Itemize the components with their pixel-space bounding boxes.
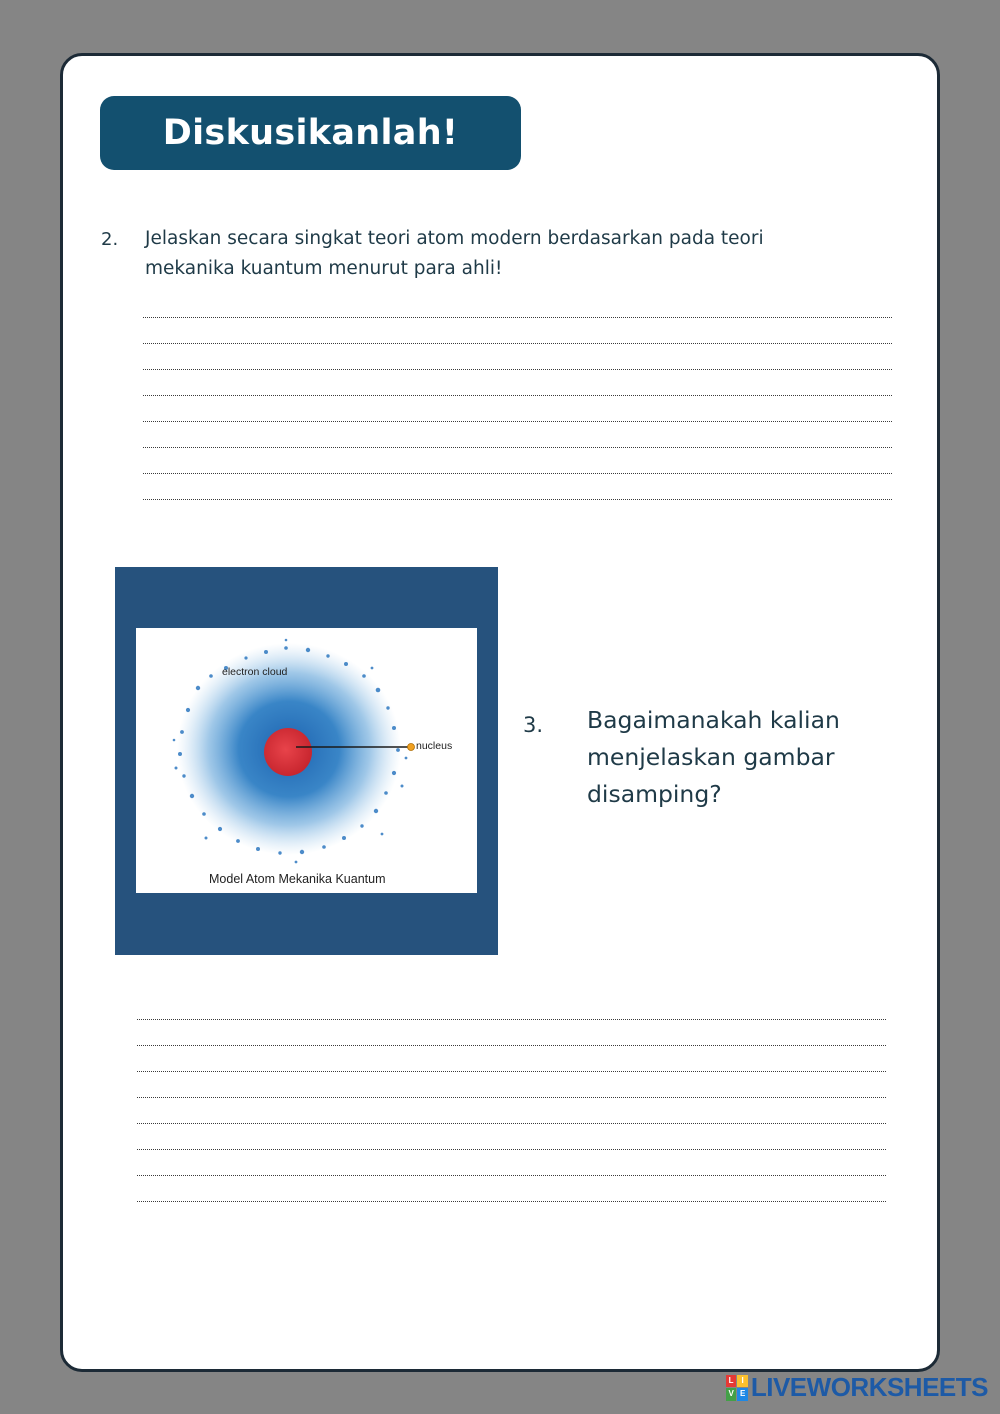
question-2-line-1: Jelaskan secara singkat teori atom modern berdasarkan pada teori xyxy=(145,228,764,249)
figure-caption: Model Atom Mekanika Kuantum xyxy=(209,872,386,886)
answer-line[interactable] xyxy=(143,343,892,344)
answer-line[interactable] xyxy=(137,1175,886,1176)
electron-cloud-label: electron cloud xyxy=(222,666,288,678)
atom-model-figure xyxy=(136,628,477,893)
liveworksheets-watermark xyxy=(726,1372,988,1403)
logo-letter: V xyxy=(726,1388,737,1401)
question-3-line-3: disamping? xyxy=(587,780,722,808)
nucleus-label: nucleus xyxy=(416,740,453,752)
atom-model-illustration xyxy=(136,628,477,893)
answer-line[interactable] xyxy=(143,473,892,474)
question-2-line-2: mekanika kuantum menurut para ahli! xyxy=(145,258,503,279)
answer-line[interactable] xyxy=(137,1097,886,1098)
answer-line[interactable] xyxy=(137,1149,886,1150)
nucleus-shape xyxy=(264,728,312,776)
answer-line[interactable] xyxy=(143,447,892,448)
answer-line[interactable] xyxy=(137,1071,886,1072)
question-2-number: 2. xyxy=(101,229,119,250)
logo-letter: L xyxy=(726,1375,737,1388)
answer-line[interactable] xyxy=(143,421,892,422)
logo-letter: I xyxy=(737,1375,748,1388)
question-3-number: 3. xyxy=(523,713,544,737)
logo-letter: E xyxy=(737,1388,748,1401)
page-title: Diskusikanlah! xyxy=(162,113,459,153)
nucleus-pointer-dot xyxy=(408,744,415,751)
question-3-line-2: menjelaskan gambar xyxy=(587,743,835,771)
answer-line[interactable] xyxy=(143,499,892,500)
liveworksheets-logo-icon xyxy=(726,1375,748,1401)
answer-line[interactable] xyxy=(143,395,892,396)
answer-line[interactable] xyxy=(137,1045,886,1046)
answer-line[interactable] xyxy=(137,1019,886,1020)
answer-line[interactable] xyxy=(137,1123,886,1124)
answer-line[interactable] xyxy=(143,317,892,318)
question-3-line-1: Bagaimanakah kalian xyxy=(587,706,840,734)
answer-line[interactable] xyxy=(137,1201,886,1202)
liveworksheets-brand-text: LIVEWORKSHEETS xyxy=(750,1372,988,1402)
answer-line[interactable] xyxy=(143,369,892,370)
title-banner xyxy=(100,96,521,170)
question-3-text xyxy=(587,702,917,813)
